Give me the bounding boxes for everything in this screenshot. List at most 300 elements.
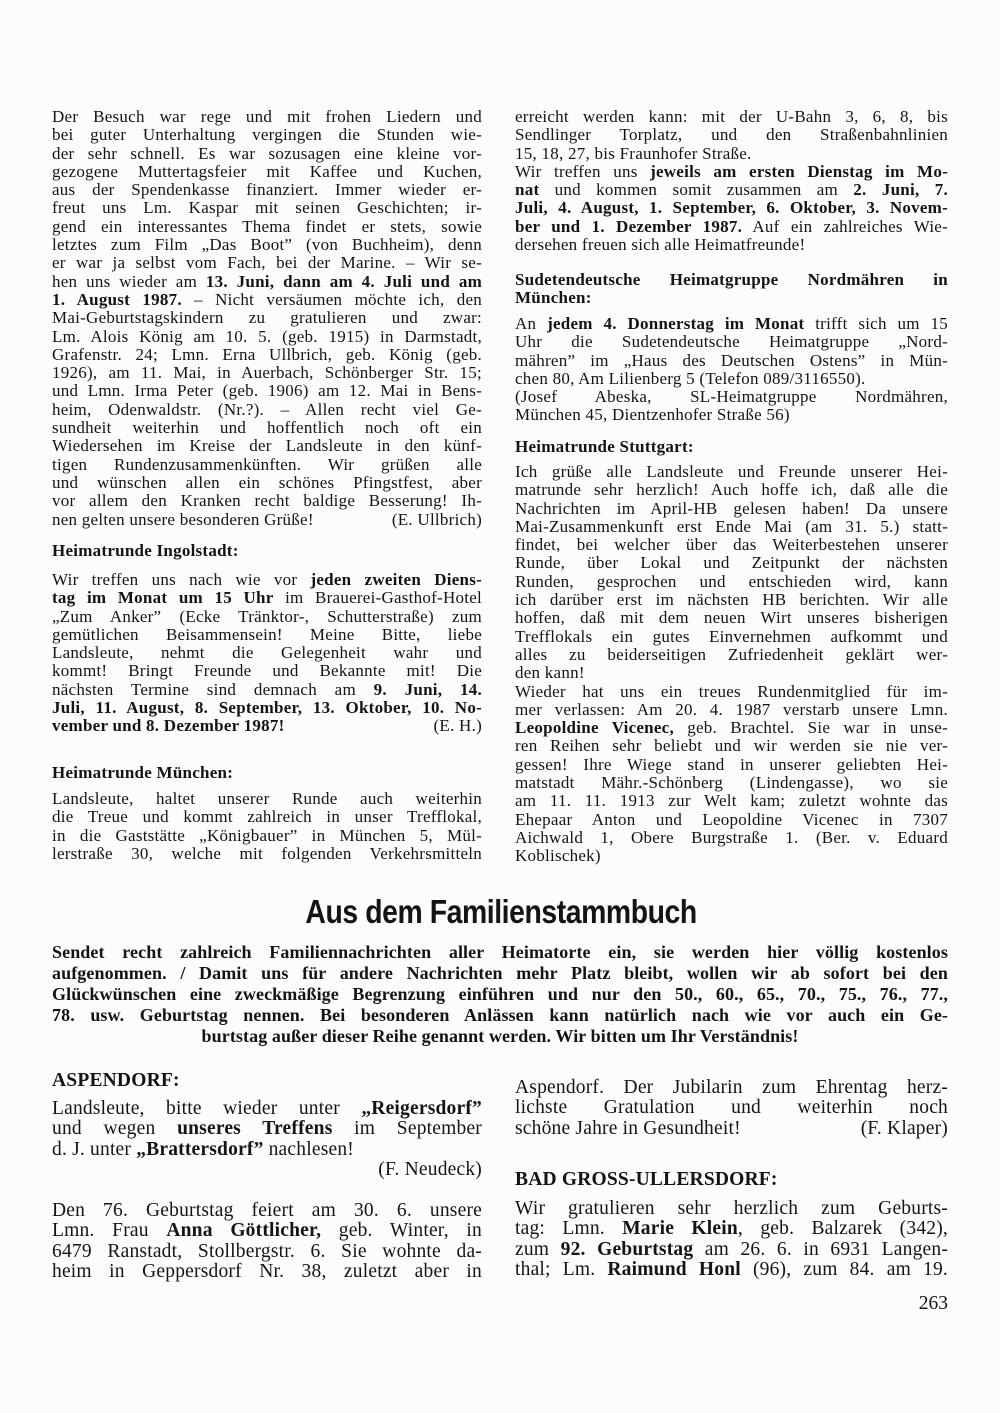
text-line	[515, 236, 948, 254]
text: findet, bei welcher über das Weiterbestehen unserer	[515, 535, 948, 555]
text: bei guter Unterhaltung vergingen die Stunden wie-	[52, 125, 482, 145]
text-line	[515, 737, 948, 755]
author-signature: (F. Klaper)	[860, 1117, 948, 1139]
line-content	[515, 107, 948, 126]
bold-text: jeweils am ersten Dienstag im Mo-	[650, 161, 948, 181]
line-content	[52, 1200, 482, 1221]
text-line	[52, 291, 482, 309]
text-line	[515, 500, 948, 518]
text: Trefflokals ein gutes Einvernehmen aufkommt und	[515, 626, 948, 646]
text-line	[52, 401, 482, 419]
line-content	[52, 107, 482, 126]
line-content	[515, 1119, 741, 1139]
text-line	[52, 474, 482, 492]
line-content	[515, 332, 948, 351]
line-content	[515, 645, 948, 664]
line-content	[515, 682, 948, 701]
text-line	[515, 811, 948, 829]
text: 6479 Ranstadt, Stollbergstr. 6. Sie wohnte da-	[52, 1240, 482, 1262]
text-line	[52, 254, 482, 272]
line-content	[515, 700, 948, 719]
text-line	[515, 847, 948, 865]
text-line	[52, 181, 482, 199]
text: (96), zum 84. am 19.	[740, 1259, 948, 1281]
text: Lm. Alois König am 10. 5. (geb. 1915) in Darmstadt,	[52, 326, 482, 346]
line-content	[515, 791, 948, 810]
line-content	[515, 1077, 948, 1098]
text-line	[515, 1260, 948, 1280]
line-content	[52, 473, 482, 492]
text: geb. Brachtel. Sie war in unse-	[673, 718, 948, 738]
line-content	[515, 462, 948, 481]
text: Koblischek)	[515, 846, 601, 866]
line-content	[52, 1118, 482, 1139]
text-line	[52, 108, 482, 126]
line-content	[52, 643, 482, 662]
text-line	[515, 1219, 948, 1239]
text: Der Besuch war rege und mit frohen Liedern und	[52, 107, 482, 126]
text: aus der Spendenkasse finanziert. Immer wieder er-	[52, 180, 482, 200]
line-content	[52, 308, 482, 327]
text: im Brauerei-Gasthof-Hotel	[273, 588, 482, 608]
text: letztes zum Film „Das Boot” (von Buchheim), denn	[52, 235, 482, 255]
line-content	[515, 736, 948, 755]
line-content	[515, 499, 948, 518]
text: gezogene Muttertagsfeier mit Kaffee und Kuchen,	[52, 161, 482, 181]
text-line	[515, 352, 948, 370]
text-line	[515, 518, 948, 536]
text-line	[515, 829, 948, 847]
line-content	[52, 217, 482, 236]
aspendorf-birthday-continued	[515, 1078, 948, 1139]
text: , geb. Balzarek (342),	[737, 1218, 948, 1240]
line-content	[52, 125, 482, 144]
line-content	[515, 1259, 948, 1280]
bold-text: 13. Juni, dann am 4. Juli und am	[205, 271, 482, 291]
line-content	[515, 235, 805, 254]
text: mähren” im „Haus des Deutschen Ostens” in Mün-	[515, 350, 948, 370]
text-line	[52, 681, 482, 699]
text-line	[515, 463, 948, 481]
text: heim in Geppersdorf Nr. 38, zuletzt aber in	[52, 1261, 482, 1283]
text-line	[515, 756, 948, 774]
text: Aspendorf. Der Jubilarin zum Ehrentag herz-	[515, 1077, 948, 1098]
text-line	[515, 609, 948, 627]
line-content	[52, 418, 482, 437]
stuttgart-section	[515, 463, 948, 866]
text-line	[52, 273, 482, 291]
line-content	[515, 198, 948, 217]
line-content	[515, 480, 948, 499]
text-line	[52, 126, 482, 144]
text: 15, 18, 27, bis Fraunhofer Straße.	[515, 143, 752, 163]
line-content	[515, 270, 948, 289]
text: Den 76. Geburtstag feiert am 30. 6. unsere	[52, 1200, 482, 1221]
text: Wir gratulieren sehr herzlich zum Geburts-	[515, 1198, 948, 1219]
text-line	[515, 333, 948, 351]
bad-gross-ullersdorf-paragraph	[515, 1199, 948, 1281]
line-content	[515, 217, 948, 236]
text-line	[52, 808, 482, 826]
text: im September	[332, 1118, 482, 1140]
text-line	[52, 419, 482, 437]
line-content	[52, 290, 482, 309]
text: alles zu beiderseitigen Zufriedenheit geklärt wer-	[515, 644, 948, 664]
text: trifft sich um 15	[804, 314, 949, 333]
line-content	[515, 608, 948, 627]
nordmaehren-contact	[515, 388, 948, 425]
line-content	[515, 755, 948, 774]
text-line	[52, 382, 482, 400]
line-content	[52, 826, 482, 845]
text: Nachrichten im April-HB gelesen haben! Da unsere	[515, 498, 948, 518]
text-line	[52, 1242, 482, 1262]
line-content	[515, 1239, 948, 1260]
text: tigen Rundenzusammenkünften. Wir grüßen alle	[52, 454, 482, 474]
line-content	[515, 718, 948, 737]
bold-text: 2. Juni, 7.	[853, 180, 948, 200]
page-number: 263	[918, 1293, 948, 1314]
text: nen gelten unsere besonderen Grüße!	[52, 509, 314, 529]
line-content	[515, 405, 790, 424]
text-line	[52, 626, 482, 644]
line-content	[52, 625, 482, 644]
text-line	[52, 1005, 948, 1026]
text: Sendet recht zahlreich Familiennachrichten aller Heimatorte ein, sie werden hier völlig kostenlos	[52, 942, 948, 962]
text-line	[52, 1026, 948, 1047]
text-line	[515, 701, 948, 719]
bold-text: jeden zweiten Diens-	[310, 570, 482, 589]
text: ren Reihen sehr beliebt und wir werden sie nie ver-	[515, 736, 948, 756]
text: sundheit weiterhin und hoffentlich noch oft ein	[52, 418, 482, 438]
muenchen-continued	[515, 108, 948, 254]
text: Ehepaar Anton und Leopoldine Vicenec in 7307	[515, 809, 948, 829]
text: Sendlinger Torplatz, und den Straßenbahnlinien	[515, 125, 948, 145]
line-content	[52, 272, 482, 291]
text: und Lmn. Irma Peter (geb. 1906) am 12. Mai in Bens-	[52, 381, 482, 401]
line-content	[52, 807, 482, 826]
line-content	[52, 1261, 482, 1282]
line-content	[515, 288, 592, 307]
text: An	[515, 314, 548, 333]
line-content	[515, 590, 948, 609]
text-line	[52, 845, 482, 863]
text: gemütlichen Beisammensein! Meine Bitte, liebe	[52, 624, 482, 644]
bold-text: 1. August 1987.	[52, 289, 182, 309]
text: Runden, gesprochen und entschieden wird, kann	[515, 571, 948, 591]
aspendorf-notice	[52, 1099, 482, 1181]
line-content	[515, 314, 948, 333]
bold-text: Marie Klein	[622, 1218, 738, 1240]
text: gend ein interessantes Thema findet er stets, sowie	[52, 216, 482, 236]
text-line	[515, 719, 948, 737]
line-content	[515, 387, 948, 406]
text-line	[515, 406, 948, 424]
text-line	[515, 271, 948, 289]
section-heading-muenchen: Heimatrunde München:	[52, 763, 234, 782]
line-content	[52, 235, 482, 254]
text-line	[52, 492, 482, 510]
text: „Zum Anker” (Ecke Tränktor-, Schutterstraße) zum	[52, 606, 482, 626]
text-line	[52, 456, 482, 474]
bold-text: vember und 8. Dezember 1987!	[52, 716, 285, 736]
text-line	[515, 683, 948, 701]
text: den kann!	[515, 663, 585, 683]
ingolstadt-paragraph	[52, 571, 482, 736]
line-content	[52, 345, 482, 364]
line-content	[52, 570, 482, 589]
text: in die Gaststätte „Königbauer” in München 5, Mül-	[52, 825, 482, 845]
line-content	[52, 381, 482, 400]
line-content	[52, 1220, 482, 1241]
text-line	[515, 315, 948, 333]
text-line	[52, 1201, 482, 1221]
text: 1926), am 11. Mai, in Auerbach, Schönberger Str. 15;	[52, 363, 482, 383]
text-line	[52, 145, 482, 163]
nordmaehren-paragraph	[515, 315, 948, 388]
text: Mai-Geburtstagskindern zu gratulieren und zwar:	[52, 308, 482, 328]
line-content	[515, 846, 601, 865]
text: Aichwald 1, Obere Burgstraße 1. (Ber. v. Eduard	[515, 827, 948, 847]
line-content	[515, 627, 948, 646]
bold-text: „Reigersdorf”	[361, 1098, 482, 1119]
muenchen-paragraph	[52, 790, 482, 863]
author-signature: (E. H.)	[433, 716, 482, 736]
text: Auf ein zahlreiches Wie-	[742, 216, 948, 236]
line-content	[52, 607, 482, 626]
text: hoffen, daß mit dem neuen Wirt unseres bisherigen	[515, 608, 948, 628]
stuttgart-paragraph	[515, 463, 948, 683]
text: die Treue und kommt zahlreich in unser Trefflokal,	[52, 807, 482, 827]
text: lichste Gratulation und weiterhin noch	[515, 1097, 948, 1119]
text: Uhr die Sudetendeutsche Heimatgruppe „Nord-	[515, 332, 948, 352]
text-line	[52, 309, 482, 327]
line-content	[515, 1218, 948, 1239]
text-line	[52, 644, 482, 662]
text: burtstag außer dieser Reihe genannt werden. Wir bitten um Ihr Verständnis!	[201, 1026, 799, 1046]
text-line	[52, 942, 948, 963]
text-line	[52, 662, 482, 680]
text-line	[52, 364, 482, 382]
line-content	[202, 1026, 799, 1046]
section-heading-stuttgart: Heimatrunde Stuttgart:	[515, 437, 694, 456]
text-line	[515, 218, 948, 236]
line-content	[52, 162, 482, 181]
text: thal; Lm.	[515, 1259, 608, 1281]
line-content	[52, 180, 482, 199]
text: Lmn. Frau	[52, 1220, 167, 1242]
article-paragraph	[52, 108, 482, 529]
text: chen 80, Am Lilienberg 5 (Telefon 089/3116550).	[515, 368, 866, 388]
text-line	[515, 481, 948, 499]
text: nachlesen!	[263, 1138, 354, 1160]
line-content	[515, 162, 948, 181]
text: Ich grüße alle Landsleute und Freunde unserer Hei-	[515, 462, 948, 481]
text-line	[515, 1240, 948, 1260]
line-content	[52, 789, 482, 808]
text-line	[515, 573, 948, 591]
text: geb. Winter, in	[321, 1220, 482, 1242]
text-line	[515, 646, 948, 664]
text: Glückwünschen eine zweckmäßige Begrenzung einführen und nur den 50., 60., 65., 70., 75., 76., 77.,	[52, 984, 948, 1004]
text-line	[515, 554, 948, 572]
line-content	[52, 436, 482, 455]
text: Wir treffen uns	[515, 161, 651, 181]
bold-text: Raimund Honl	[607, 1259, 741, 1281]
text: matstadt Mähr.-Schönberg (Lindengasse), wo sie	[515, 773, 948, 793]
text-line	[515, 664, 948, 682]
text: Landsleute, nehmt die Gelegenheit wahr und	[52, 643, 482, 663]
muenchen-dates-paragraph	[515, 163, 948, 254]
stuttgart-obituary	[515, 683, 948, 866]
text-line	[515, 1199, 948, 1219]
section-heading-aspendorf: ASPENDORF:	[52, 1070, 180, 1091]
line-content	[52, 984, 948, 1004]
line-content	[52, 400, 482, 419]
text: Wieder hat uns ein treues Rundenmitglied für im-	[515, 681, 948, 701]
text: Landsleute, bitte wieder unter	[52, 1098, 362, 1119]
bold-text: „Brattersdorf”	[136, 1138, 264, 1160]
line-content	[515, 517, 948, 536]
text: heim, Odenwaldstr. (Nr.?). – Allen recht viel Ge-	[52, 399, 482, 419]
text: München 45, Dientzenhofer Straße 56)	[515, 405, 790, 425]
text-line	[52, 236, 482, 254]
text-line	[515, 1078, 948, 1098]
text-line	[52, 1262, 482, 1282]
bold-text: Sudetendeutsche Heimatgruppe Nordmähren in	[515, 270, 948, 289]
text: – Nicht versäumen möchte ich, den	[181, 289, 482, 309]
bold-text: Leopoldine Vicenec,	[515, 718, 674, 738]
text-line	[515, 126, 948, 144]
bold-text: unseres Treffens	[177, 1118, 333, 1140]
muenchen-transport-paragraph	[515, 108, 948, 163]
text-line	[52, 437, 482, 455]
bold-text: München:	[515, 288, 592, 308]
text: zum	[515, 1238, 561, 1260]
text: Wiedersehen im Kreise der Landsleute in den künf-	[52, 436, 482, 456]
line-content	[515, 369, 866, 388]
text: Landsleute, haltet unserer Runde auch weiterhin	[52, 789, 482, 808]
line-content	[515, 180, 948, 199]
text: dersehen freuen sich alle Heimatfreunde!	[515, 235, 806, 255]
text-line	[52, 346, 482, 364]
line-content	[52, 363, 482, 382]
text: nächsten Termine sind demnach am	[52, 679, 374, 699]
text-line	[515, 370, 948, 388]
familienstammbuch-intro	[52, 942, 948, 1047]
bold-text: tag im Monat um 15 Uhr	[52, 588, 274, 608]
text: Mai-Zusammenkunft erst Ende Mai (am 31. 5.) statt-	[515, 516, 948, 536]
text: mer verlassen: Am 20. 4. 1987 verstarb unsere Lmn.	[515, 699, 948, 719]
section-heading-ingolstadt: Heimatrunde Ingolstadt:	[52, 541, 239, 560]
line-content	[52, 1005, 948, 1025]
line-content	[515, 351, 948, 370]
author-signature: (F. Neudeck)	[378, 1159, 482, 1181]
text-line	[52, 589, 482, 607]
bold-text: Anna Göttlicher,	[166, 1220, 322, 1242]
text: hen uns wieder am	[52, 271, 206, 291]
text-line	[52, 699, 482, 717]
text: und wünschen allen ein schönes Pfingstfest, aber	[52, 472, 482, 492]
text-line	[52, 984, 948, 1005]
line-content	[515, 828, 948, 847]
line-content	[515, 553, 948, 572]
bold-text: 9. Juni, 14.	[373, 679, 483, 699]
text: kommt! Bringt Freunde und Bekannte mit! Die	[52, 661, 482, 681]
text: Grafenstr. 24; Lmn. Erna Ullbrich, geb. König (geb.	[52, 344, 482, 364]
text: ich darüber erst im nächsten HB berichten. Wir alle	[515, 590, 948, 610]
text: d. J. unter	[52, 1138, 137, 1160]
text-line	[52, 1221, 482, 1241]
text-line	[515, 1119, 948, 1139]
text-line	[515, 591, 948, 609]
text-line	[52, 163, 482, 181]
text-line	[515, 289, 948, 307]
bold-text: ber und 1. Dezember 1987.	[515, 216, 743, 236]
text-line	[52, 571, 482, 589]
line-content	[515, 1198, 948, 1219]
line-content	[52, 1139, 354, 1160]
line-content	[52, 253, 482, 272]
line-content	[515, 663, 585, 682]
text-line	[52, 790, 482, 808]
bold-text: jedem 4. Donnerstag im Monat	[547, 314, 805, 333]
text: freut uns Lm. Kaspar mit seinen Geschichten; ir-	[52, 198, 482, 218]
line-content	[52, 588, 482, 607]
text-line	[515, 199, 948, 217]
section-title: Aus dem Familienstammbuch	[305, 893, 697, 930]
line-content	[515, 144, 752, 163]
line-content	[515, 773, 948, 792]
text: lerstraße 30, welche mit folgenden Verkehrsmitteln	[52, 843, 482, 863]
text-line	[515, 163, 948, 181]
line-content	[52, 963, 948, 983]
text: gessen! Ihre Wiege stand in unserer geliebten Hei-	[515, 754, 948, 774]
text: tag: Lmn.	[515, 1218, 623, 1240]
text: Wir treffen uns nach wie vor	[52, 570, 311, 589]
text: erreicht werden kann: mit der U-Bahn 3, 6, 8, bis	[515, 107, 948, 126]
text-line	[52, 717, 482, 735]
text: matrunde sehr herzlich! Auch hoffe ich, daß alle die	[515, 480, 948, 500]
text-line	[515, 792, 948, 810]
text: am 26. 6. in 6931 Langen-	[693, 1238, 949, 1260]
text-line	[52, 963, 948, 984]
section-heading-nordmaehren	[515, 271, 948, 308]
aspendorf-birthday	[52, 1201, 482, 1283]
text: am 11. 11. 1913 zur Welt kam; zuletzt wohnte das	[515, 791, 948, 811]
text-line	[52, 1099, 482, 1119]
line-content	[52, 198, 482, 217]
text-line	[52, 827, 482, 845]
text: aufgenommen. / Damit uns für andere Nachrichten mehr Platz bleibt, wollen wir ab sofort bei den	[52, 963, 948, 983]
line-content	[515, 1097, 948, 1118]
text: Runde, über Lokal und Zeitpunkt der nächsten	[515, 553, 948, 573]
line-content	[52, 1098, 482, 1119]
line-content	[515, 810, 948, 829]
text-line	[515, 628, 948, 646]
text-line	[52, 218, 482, 236]
line-content	[52, 717, 285, 735]
line-content	[52, 844, 482, 863]
line-content	[52, 1241, 482, 1262]
text-line	[52, 1119, 482, 1139]
text: der sehr schnell. Es war sozusagen eine kleine vor-	[52, 143, 482, 163]
line-content	[52, 144, 482, 163]
text: vor allem den Kranken recht baldige Besserung! Ih-	[52, 491, 482, 511]
section-heading-bad-gross-ullersdorf: BAD GROSS-ULLERSDORF:	[515, 1169, 778, 1190]
text: 78. usw. Geburtstag nennen. Bei besonderen Anlässen kann natürlich nach wie vor auch ein Ge-	[52, 1005, 948, 1025]
text: er war ja selbst vom Fach, bei der Marine. – Wir se-	[52, 253, 482, 273]
